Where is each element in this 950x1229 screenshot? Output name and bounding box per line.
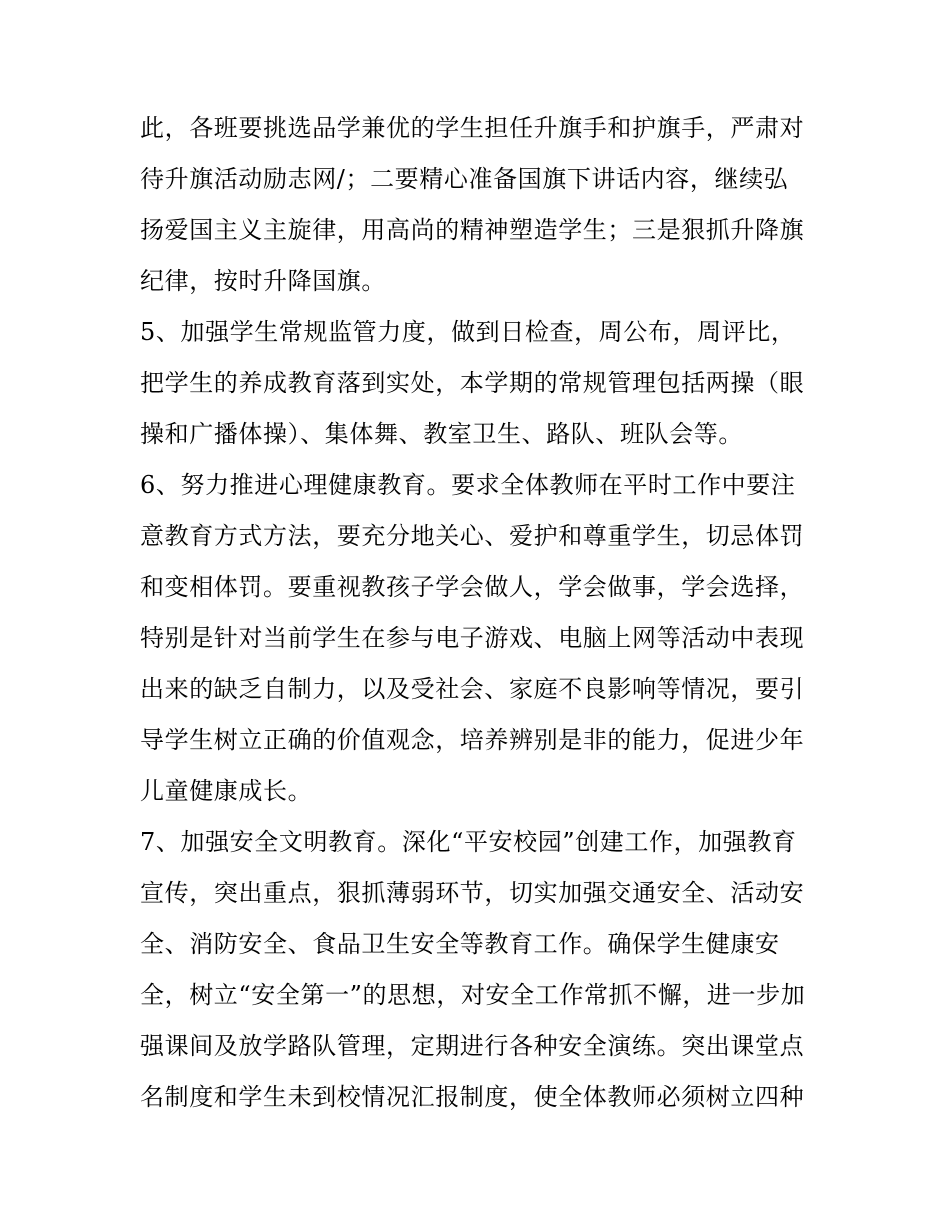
document-body: [140, 103, 816, 1123]
text-line: 名制度和学生未到校情况汇报制度，使全体教师必须树立四种: [140, 1083, 805, 1111]
text-line: 5、加强学生常规监管力度，做到日检查，周公布，周评比，: [140, 318, 796, 346]
text-line: 此，各班要挑选品学兼优的学生担任升旗手和护旗手，严肃对: [140, 114, 805, 142]
text-line: 强课间及放学路队管理，定期进行各种安全演练。突出课堂点: [140, 1032, 805, 1060]
text-line: 全、消防安全、食品卫生安全等教育工作。确保学生健康安: [140, 930, 780, 958]
text-line: 意教育方式方法，要充分地关心、爱护和尊重学生，切忌体罚: [140, 522, 805, 550]
text-line: 儿童健康成长。: [140, 777, 313, 805]
text-line: 待升旗活动励志网/；二要精心准备国旗下讲话内容，继续弘: [140, 165, 789, 193]
text-line: 操和广播体操）、集体舞、教室卫生、路队、班队会等。: [140, 420, 743, 448]
text-line: 导学生树立正确的价值观念，培养辨别是非的能力，促进少年: [140, 726, 805, 754]
text-line: 把学生的养成教育落到实处，本学期的常规管理包括两操（眼: [140, 369, 805, 397]
text-line: 特别是针对当前学生在参与电子游戏、电脑上网等活动中表现: [140, 624, 805, 652]
text-line: 出来的缺乏自制力，以及受社会、家庭不良影响等情况，要引: [140, 675, 805, 703]
text-line: 纪律，按时升降国旗。: [140, 267, 386, 295]
text-line: 6、努力推进心理健康教育。要求全体教师在平时工作中要注: [140, 471, 796, 499]
text-line: 宣传，突出重点，狠抓薄弱环节，切实加强交通安全、活动安: [140, 879, 805, 907]
text-line: 7、加强安全文明教育。深化“平安校园”创建工作，加强教育: [140, 828, 797, 856]
text-line: 扬爱国主义主旋律，用高尚的精神塑造学生；三是狠抓升降旗: [140, 216, 805, 244]
text-line: 全，树立“安全第一”的思想，对安全工作常抓不懈，进一步加: [140, 981, 806, 1009]
text-line: 和变相体罚。要重视教孩子学会做人，学会做事，学会选择，: [140, 573, 805, 601]
